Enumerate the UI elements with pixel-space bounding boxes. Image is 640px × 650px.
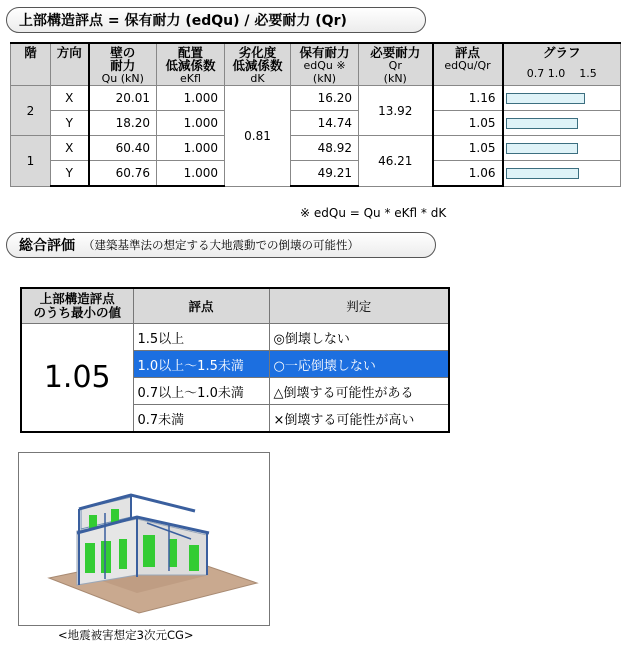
placement-factor-cell: 1.000	[157, 136, 225, 161]
placement-factor-cell: 1.000	[157, 86, 225, 111]
overall-evaluation-heading	[6, 232, 436, 258]
wall-strength-cell: 20.01	[89, 86, 157, 111]
direction-cell: Y	[51, 161, 89, 187]
required-strength-cell: 13.92	[359, 86, 433, 136]
score-range-cell-selected: 1.0以上～1.5未満	[133, 351, 269, 378]
wall-strength-cell: 60.76	[89, 161, 157, 187]
required-strength-cell: 46.21	[359, 136, 433, 187]
floor-cell: 1	[11, 136, 51, 187]
table-row	[21, 324, 449, 351]
score-cell: 1.06	[433, 161, 503, 187]
header-direction: 方向	[51, 43, 89, 86]
holding-strength-cell: 14.74	[291, 111, 359, 136]
header-score: 評点 edQu/Qr	[433, 43, 503, 86]
overall-evaluation-title: 総合評価	[19, 238, 75, 254]
header-min-score: 上部構造評点 のうち最小の値	[21, 288, 133, 324]
wall-strength-cell: 18.20	[89, 111, 157, 136]
judgement-cell: ×倒壊する可能性が高い	[269, 405, 449, 433]
header-judgement: 判定	[269, 288, 449, 324]
score-bar	[506, 118, 578, 129]
header-graph: グラフ 0.7 1.0 1.5	[503, 43, 621, 86]
table-row	[11, 161, 621, 187]
header-holding-strength: 保有耐力 edQu ※ (kN)	[291, 43, 359, 86]
holding-strength-cell: 49.21	[291, 161, 359, 187]
placement-factor-cell: 1.000	[157, 161, 225, 187]
table-row	[11, 86, 621, 111]
overall-evaluation-table	[20, 287, 450, 433]
structure-score-heading	[6, 7, 426, 33]
judgement-cell: △倒壊する可能性がある	[269, 378, 449, 405]
score-cell: 1.05	[433, 136, 503, 161]
score-range-cell: 1.5以上	[133, 324, 269, 351]
score-bar	[506, 143, 578, 154]
figure-caption: <地震被害想定3次元CG>	[58, 628, 194, 642]
placement-factor-cell: 1.000	[157, 111, 225, 136]
header-placement-factor: 配置 低減係数 eKfl	[157, 43, 225, 86]
header-required-strength: 必要耐力 Qr (kN)	[359, 43, 433, 86]
score-bar	[506, 168, 579, 179]
graph-cell	[503, 136, 621, 161]
table-row	[11, 136, 621, 161]
score-range-cell: 0.7未満	[133, 405, 269, 433]
structure-score-title: 上部構造評点 = 保有耐力 (edQu) / 必要耐力 (Qr)	[19, 13, 347, 29]
header-score-range: 評点	[133, 288, 269, 324]
score-cell: 1.05	[433, 111, 503, 136]
wall-strength-cell: 60.40	[89, 136, 157, 161]
header-deterioration-factor: 劣化度 低減係数 dK	[225, 43, 291, 86]
holding-strength-cell: 48.92	[291, 136, 359, 161]
graph-cell	[503, 161, 621, 187]
header-floor: 階	[11, 43, 51, 86]
judgement-cell: ◎倒壊しない	[269, 324, 449, 351]
deterioration-factor-cell: 0.81	[225, 86, 291, 187]
structure-score-table	[10, 42, 621, 187]
table-row	[11, 111, 621, 136]
header-wall-strength: 壁の 耐力 Qu (kN)	[89, 43, 157, 86]
min-score-value: 1.05	[21, 324, 133, 433]
graph-cell	[503, 86, 621, 111]
direction-cell: X	[51, 86, 89, 111]
earthquake-3d-cg-image	[18, 452, 270, 626]
judgement-cell-selected: ○一応倒壊しない	[269, 351, 449, 378]
score-bar	[506, 93, 585, 104]
graph-cell	[503, 111, 621, 136]
floor-cell: 2	[11, 86, 51, 136]
holding-strength-cell: 16.20	[291, 86, 359, 111]
score-range-cell: 0.7以上～1.0未満	[133, 378, 269, 405]
direction-cell: X	[51, 136, 89, 161]
formula-note: ※ edQu = Qu * eKfl * dK	[300, 206, 447, 220]
direction-cell: Y	[51, 111, 89, 136]
score-cell: 1.16	[433, 86, 503, 111]
overall-evaluation-subtitle: （建築基準法の想定する大地震動での倒壊の可能性）	[83, 238, 359, 252]
